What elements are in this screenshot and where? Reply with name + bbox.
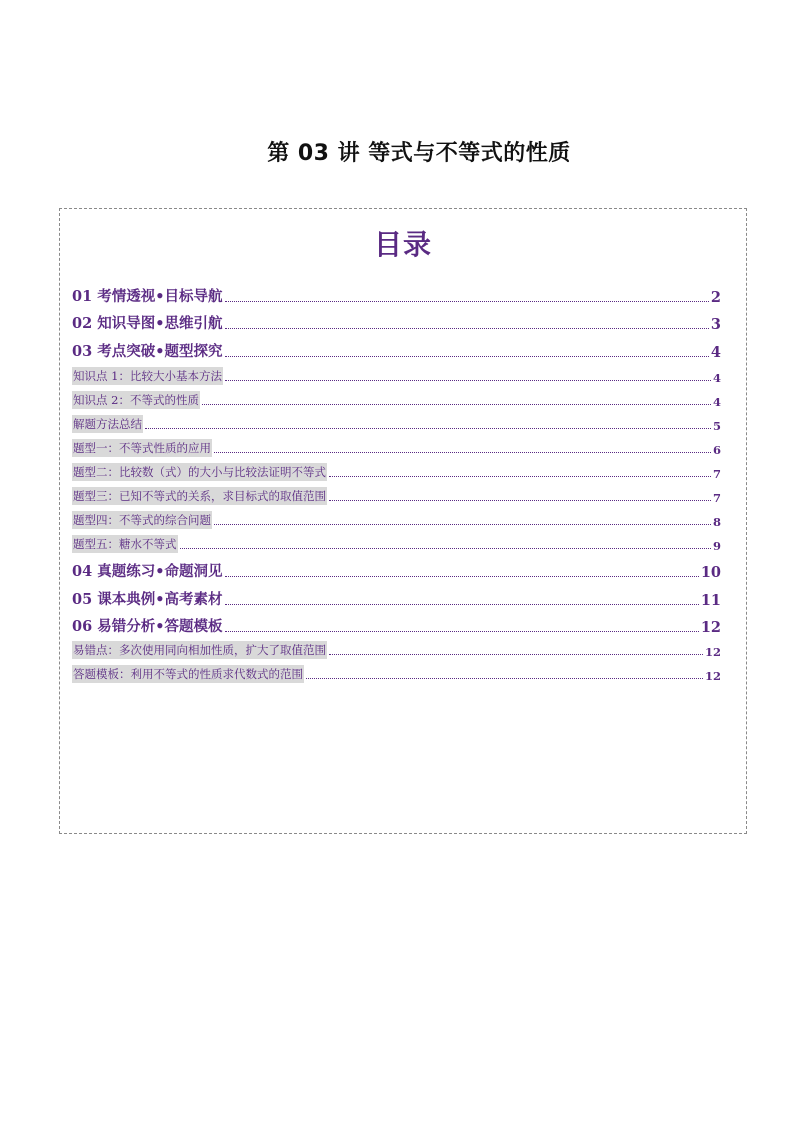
toc-leader-dots <box>225 603 699 605</box>
toc-entry-label: 04 真题练习•命题洞见 <box>72 563 223 580</box>
toc-leader-dots <box>202 403 711 405</box>
toc-leader-dots <box>225 575 699 577</box>
toc-entry-label: 易错点：多次使用同向相加性质，扩大了取值范围 <box>73 643 326 657</box>
toc-entry-label: 06 易错分析•答题模板 <box>72 618 223 635</box>
toc-entry-page: 7 <box>712 467 721 481</box>
toc-entry-label: 02 知识导图•思维引航 <box>72 315 223 332</box>
toc-entry-page: 12 <box>700 619 721 636</box>
toc-entry-page: 5 <box>712 419 721 433</box>
toc-entry-label: 题型四：不等式的综合问题 <box>73 513 211 527</box>
toc-leader-dots <box>329 475 711 477</box>
toc-entry-tixing-2[interactable] <box>72 463 721 481</box>
toc-entry-zhishidian-2[interactable] <box>72 391 721 409</box>
toc-leader-dots <box>225 300 709 302</box>
toc-leader-dots <box>145 427 711 429</box>
toc-leader-dots <box>225 379 711 381</box>
toc-leader-dots <box>214 523 711 525</box>
table-of-contents-box <box>59 208 747 834</box>
toc-entry-label: 03 考点突破•题型探究 <box>72 343 223 360</box>
toc-entry-page: 7 <box>712 491 721 505</box>
toc-entry-page: 9 <box>712 539 721 553</box>
toc-leader-dots <box>306 677 703 679</box>
toc-heading: 目录 <box>373 228 432 261</box>
toc-entry-page: 4 <box>712 395 721 409</box>
toc-leader-dots <box>329 499 711 501</box>
toc-entry-label: 05 课本典例•高考素材 <box>72 591 223 608</box>
toc-entry-label: 题型三：已知不等式的关系，求目标式的取值范围 <box>73 489 326 503</box>
toc-entry-tixing-4[interactable] <box>72 511 721 529</box>
page-title: 第 03 讲 等式与不等式的性质 <box>267 141 571 166</box>
toc-entry-label: 题型一：不等式性质的应用 <box>73 441 211 455</box>
toc-entry-page: 12 <box>704 669 721 683</box>
toc-entry-tixing-5[interactable] <box>72 535 721 553</box>
toc-leader-dots <box>214 451 711 453</box>
toc-entry-zhishidian-1[interactable] <box>72 367 721 385</box>
toc-entry-page: 11 <box>700 592 721 609</box>
toc-entry-label: 题型五：糖水不等式 <box>73 537 177 551</box>
toc-entry-yicuo-fenxi[interactable] <box>72 615 721 636</box>
toc-entry-tixing-3[interactable] <box>72 487 721 505</box>
toc-entry-kaoqing[interactable] <box>72 285 721 306</box>
toc-entry-page: 3 <box>710 316 721 333</box>
toc-entry-label: 知识点 1：比较大小基本方法 <box>73 369 222 383</box>
toc-leader-dots <box>225 327 709 329</box>
toc-leader-dots <box>225 355 709 357</box>
toc-entry-dati-muban[interactable] <box>72 665 721 683</box>
toc-entry-page: 2 <box>710 289 721 306</box>
toc-entry-zhishi-daotu[interactable] <box>72 312 721 333</box>
toc-entry-keben-dianli[interactable] <box>72 588 721 609</box>
toc-entry-kaodian-tupo[interactable] <box>72 340 721 361</box>
toc-leader-dots <box>180 547 711 549</box>
toc-entry-page: 4 <box>712 371 721 385</box>
toc-entry-page: 10 <box>700 564 721 581</box>
toc-leader-dots <box>329 653 703 655</box>
toc-entry-page: 12 <box>704 645 721 659</box>
toc-entry-jieti-fangfa[interactable] <box>72 415 721 433</box>
toc-leader-dots <box>225 630 699 632</box>
toc-entry-label: 题型二：比较数（式）的大小与比较法证明不等式 <box>73 465 326 479</box>
toc-entry-tixing-1[interactable] <box>72 439 721 457</box>
toc-entry-page: 8 <box>712 515 721 529</box>
toc-entry-label: 01 考情透视•目标导航 <box>72 288 223 305</box>
toc-entry-zhenti-lianxi[interactable] <box>72 560 721 581</box>
toc-entry-label: 知识点 2：不等式的性质 <box>73 393 199 407</box>
toc-entry-page: 6 <box>712 443 721 457</box>
toc-entry-label: 答题模板：利用不等式的性质求代数式的范围 <box>73 667 303 681</box>
toc-entry-label: 解题方法总结 <box>73 417 142 431</box>
toc-entry-yicuodian[interactable] <box>72 641 721 659</box>
toc-entry-page: 4 <box>710 344 721 361</box>
